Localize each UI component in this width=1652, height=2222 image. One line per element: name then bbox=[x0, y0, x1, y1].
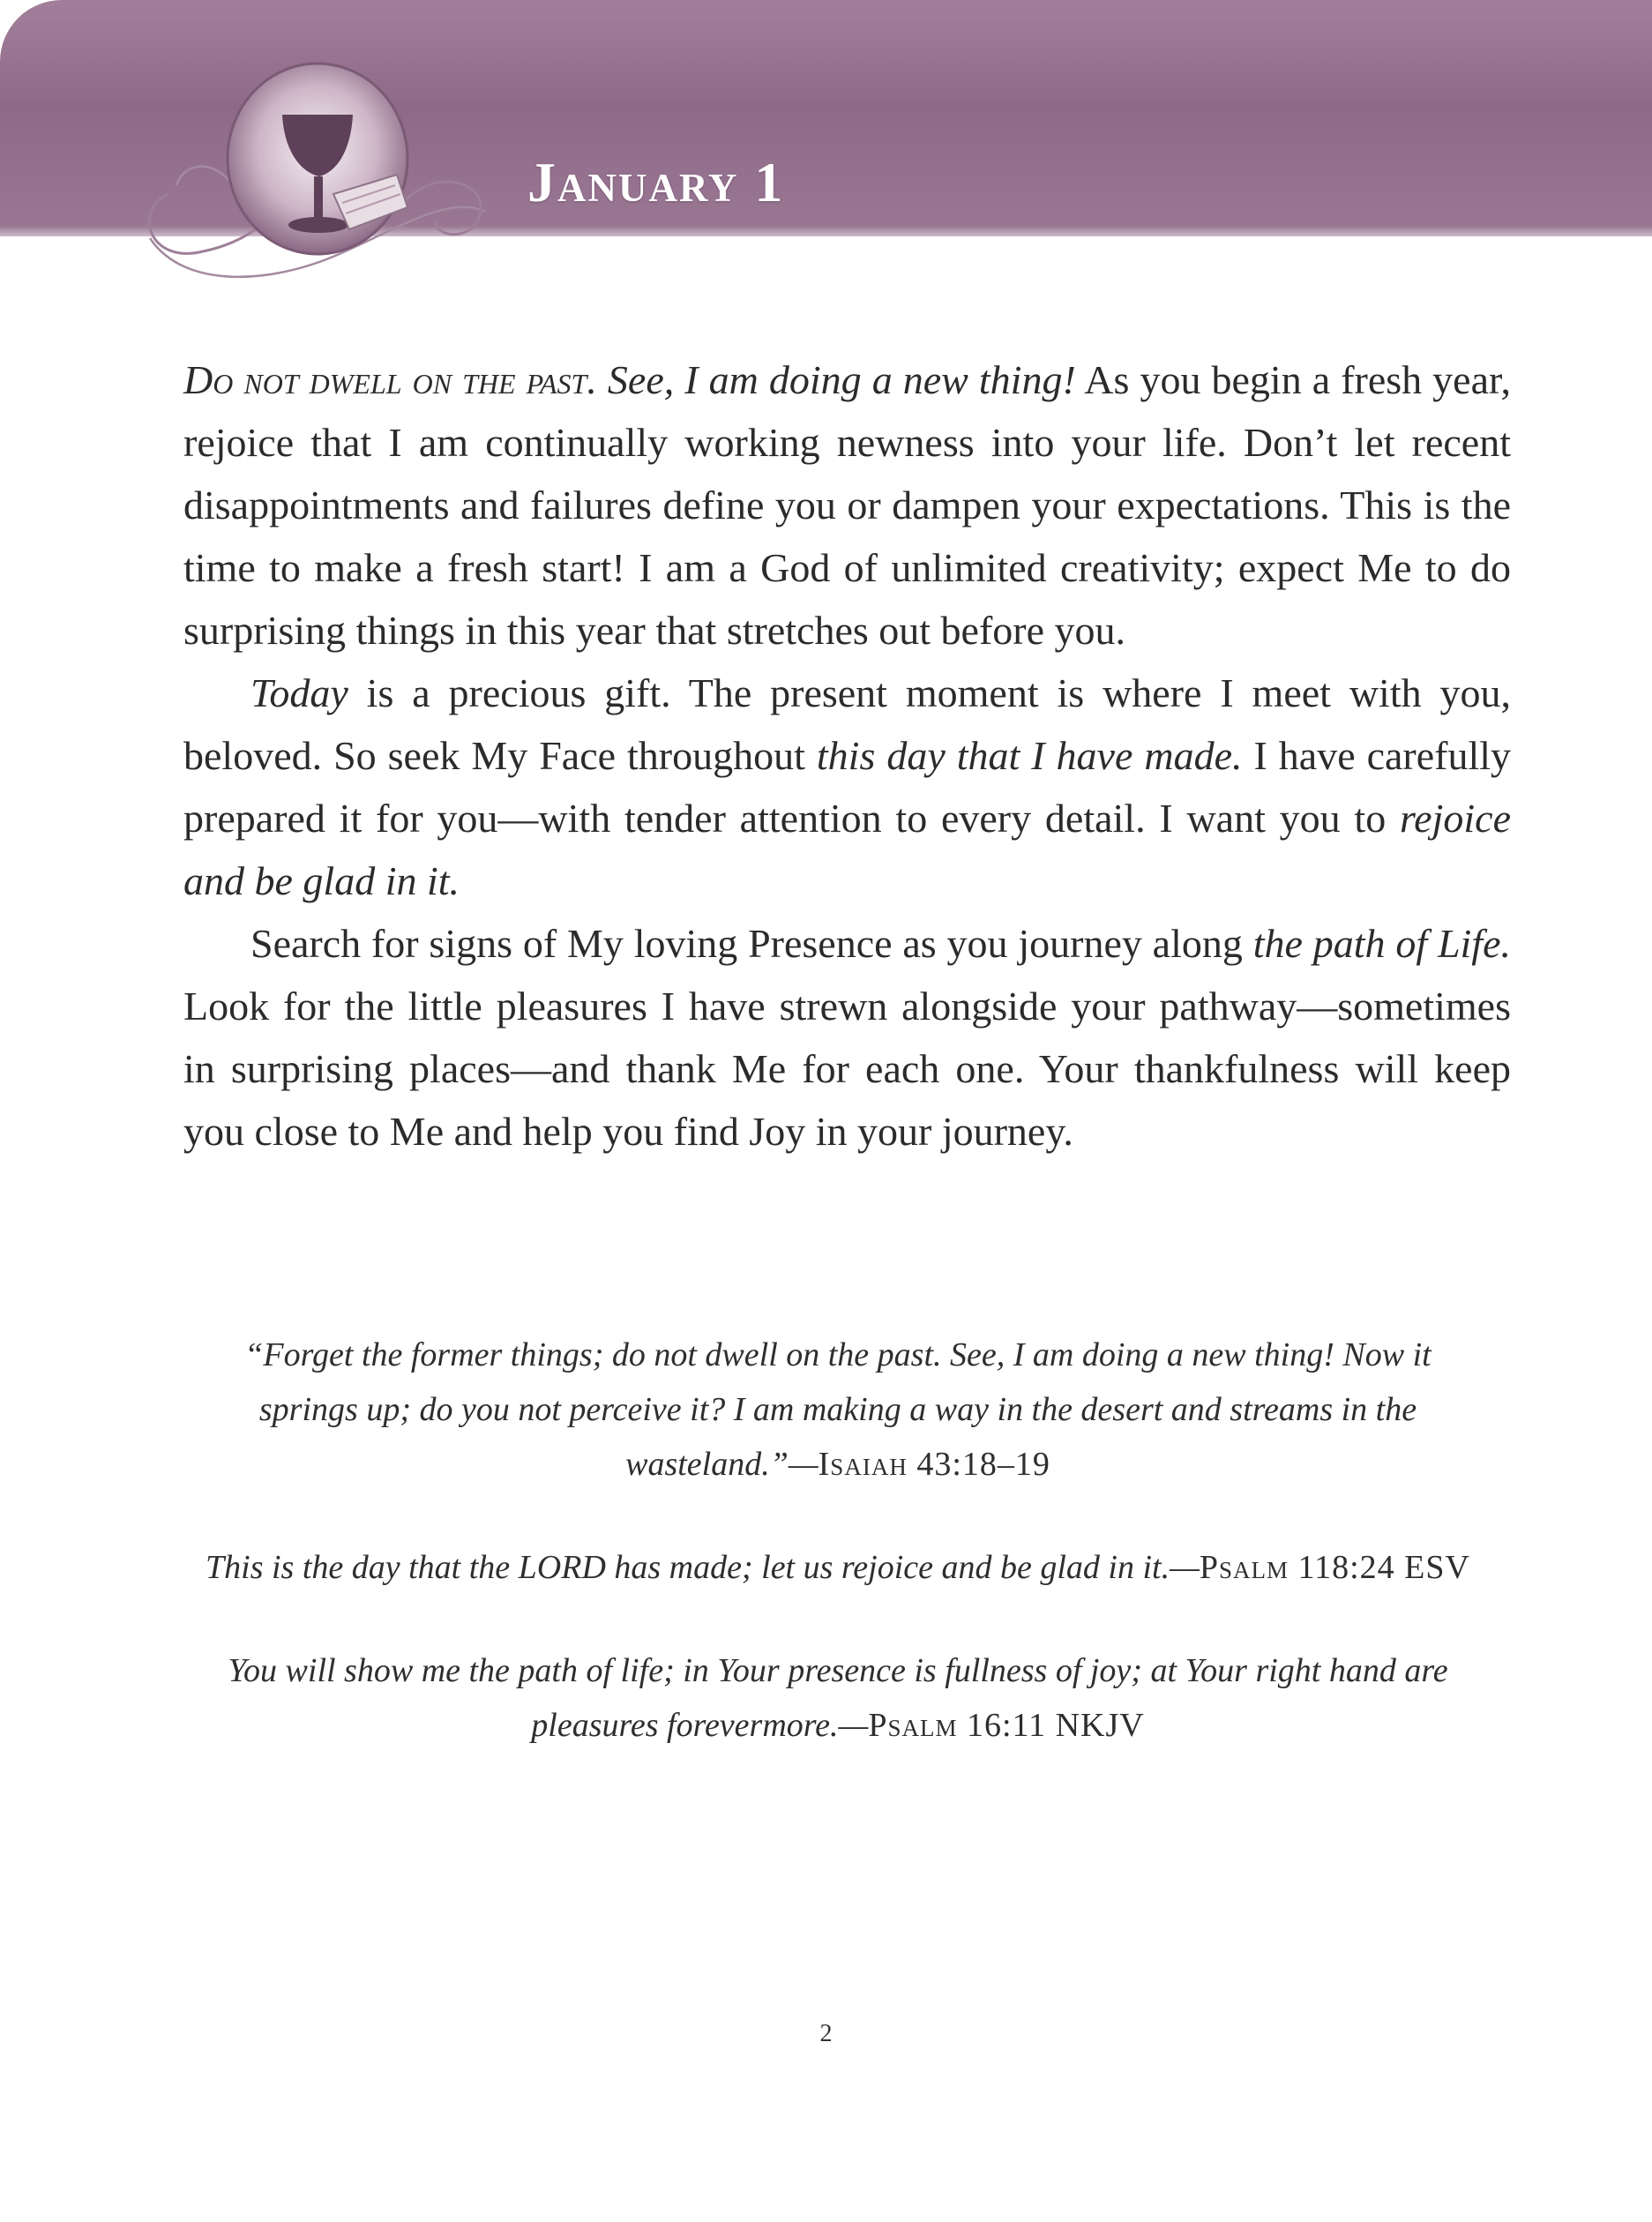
paragraph-2 bbox=[183, 662, 1511, 912]
quote-text: You will show me the path of life; in Your presence is fullness of joy; at Your right hand are pleasures forevermore.— bbox=[228, 1652, 1448, 1744]
scripture-quote bbox=[203, 1328, 1473, 1492]
scripture-quotes bbox=[203, 1328, 1473, 1753]
quote-reference: Psalm 118:24 ESV bbox=[1199, 1549, 1470, 1586]
quote-text: “Forget the former things; do not dwell on the past. See, I am doing a new thing! Now it springs up; do you not perceive it? I am making a way in the desert and streams in the wasteland.”— bbox=[244, 1336, 1431, 1483]
quote-reference: Psalm 16:11 NKJV bbox=[868, 1707, 1145, 1744]
paragraph-text: As you begin a fresh year, rejoice that I am continually working newness into your life. Don’t let recent disappointments and failures define you or dampen your expectations. This is the time to make a fresh start! I am a God of unlimited creativity; expect Me to do surprising things in this year that stretches out before you. bbox=[183, 357, 1511, 653]
devotional-text bbox=[183, 348, 1511, 1163]
italic-phrase: Today bbox=[250, 670, 348, 715]
paragraph-text: I have carefully prepared it for you—with tender attention to every detail. I want you to bbox=[183, 733, 1512, 841]
page-number: 2 bbox=[819, 2020, 833, 2047]
paragraph-3 bbox=[183, 912, 1511, 1163]
scripture-quote bbox=[203, 1643, 1473, 1753]
italic-phrase: this day that I have made. bbox=[816, 733, 1243, 778]
paragraph-text: Look for the little pleasures I have strewn alongside your pathway—sometimes in surprising places—and thank Me for each one. Your thankfulness will keep you close to Me and help you find Joy in your journey. bbox=[183, 984, 1511, 1154]
page-title: January 1 bbox=[527, 151, 785, 213]
paragraph-1 bbox=[183, 348, 1511, 662]
quote-text: This is the day that the LORD has made; let us rejoice and be glad in it.— bbox=[206, 1549, 1200, 1586]
quote-reference: Isaiah 43:18–19 bbox=[818, 1446, 1050, 1483]
italic-phrase: rejoice and be glad in it. bbox=[183, 796, 1511, 903]
chalice-and-bread-icon bbox=[132, 62, 503, 326]
paragraph-text: Search for signs of My loving Presence as you journey along bbox=[250, 921, 1243, 966]
italic-phrase: the path of Life. bbox=[1252, 921, 1512, 966]
italic-phrase: See, I am doing a new thing! bbox=[607, 357, 1076, 402]
paragraph-text: is a precious gift. The present moment is where I meet with you, beloved. So seek My Face throughout bbox=[183, 670, 1511, 778]
scripture-quote bbox=[203, 1540, 1473, 1595]
lead-phrase: Do not dwell on the past. bbox=[183, 357, 597, 402]
